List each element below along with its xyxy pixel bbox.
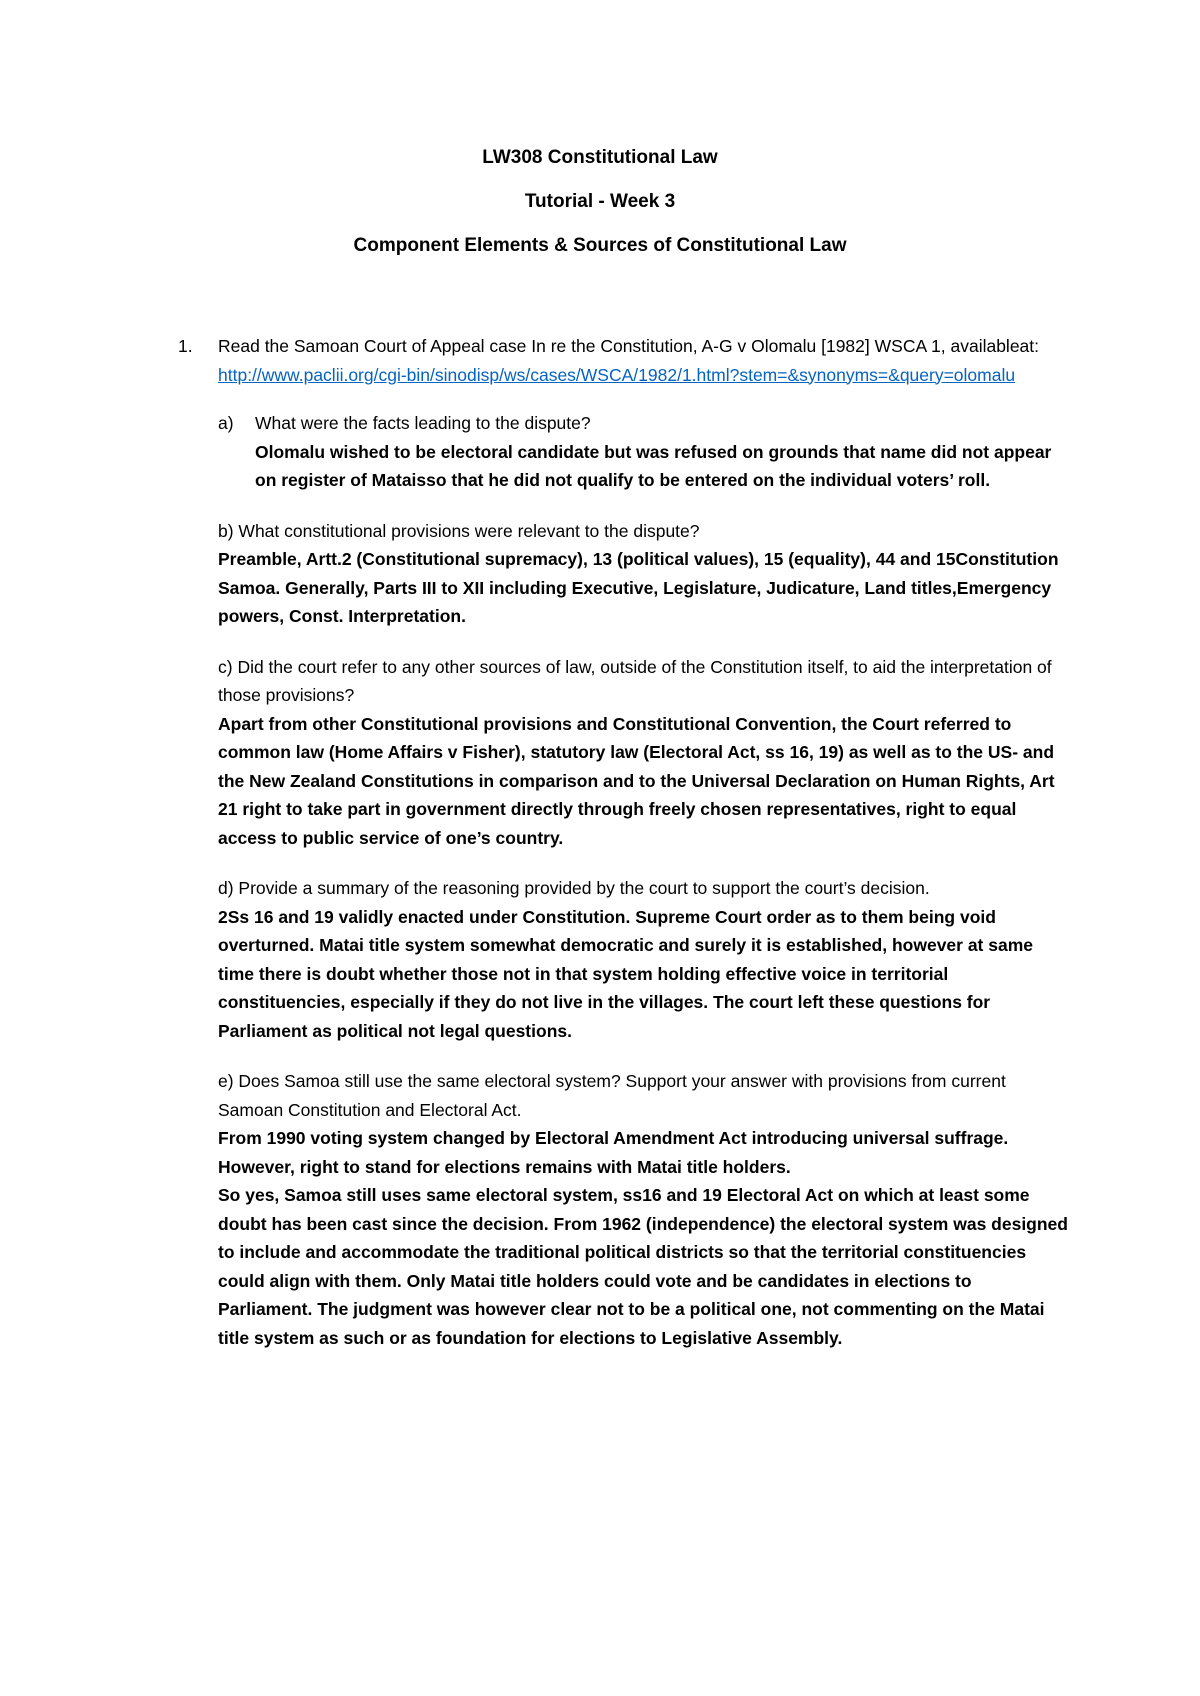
sub-question-e-text: e) Does Samoa still use the same electoral system? Support your answer with provisions from current Samoan Constitution and Electoral Act.: [218, 1071, 1006, 1120]
question-1-text: Read the Samoan Court of Appeal case In re the Constitution, A-G v Olomalu [1982] WSCA 1, availableat:: [218, 336, 1040, 356]
document-header: [0, 146, 1200, 278]
case-link[interactable]: http://www.paclii.org/cgi-bin/sinodisp/ws/cases/WSCA/1982/1.html?stem=&synonyms=&query=olomalu: [218, 364, 1016, 385]
course-title: LW308 Constitutional Law: [482, 147, 718, 168]
topic-title: Component Elements & Sources of Constitutional Law: [353, 235, 847, 256]
sub-question-b: [218, 517, 1068, 631]
sub-question-c-text: c) Did the court refer to any other sources of law, outside of the Constitution itself, to aid the interpretation of those provisions?: [218, 656, 1052, 705]
sub-question-e-answer-1: From 1990 voting system changed by Electoral Amendment Act introducing universal suffrage. However, right to stand for elections remains with Matai title holders.: [218, 1128, 1009, 1177]
question-1: [178, 332, 1068, 389]
sub-question-e-answer-2: So yes, Samoa still uses same electoral system, ss16 and 19 Electoral Act on which at least some doubt has been cast since the decision. From 1962 (independence) the electoral system was designed to include and accommodate the traditional political districts so that the territorial constituencies could align with them. Only Matai title holders could vote and be candidates in elections to Parliament. The judgment was however clear not to be a political one, not commenting on the Matai title system as such or as foundation for elections to Legislative Assembly.: [218, 1185, 1068, 1348]
sub-question-a-marker: a): [218, 413, 234, 433]
sub-question-e: [218, 1067, 1068, 1352]
sub-question-d: [218, 874, 1068, 1045]
sub-question-a-answer: Olomalu wished to be electoral candidate but was refused on grounds that name did not appear on register of Mataisso that he did not qualify to be entered on the individual voters’ roll.: [255, 441, 1052, 490]
sub-question-a-text: What were the facts leading to the dispute?: [255, 413, 591, 433]
sub-question-b-answer: Preamble, Artt.2 (Constitutional supremacy), 13 (political values), 15 (equality), 44 and 15Constitution Samoa. Generally, Parts III to XII including Executive, Legislature, Judicature, Land titles,Emergency powers, Const. Interpretation.: [218, 549, 1059, 626]
tutorial-title: Tutorial - Week 3: [524, 191, 676, 212]
sub-question-b-text: b) What constitutional provisions were relevant to the dispute?: [218, 520, 700, 541]
document-body: [178, 332, 1068, 1352]
question-1-number: 1.: [178, 336, 193, 356]
sub-question-a: [218, 409, 1068, 495]
sub-question-c: [218, 653, 1068, 853]
sub-question-d-answer: 2Ss 16 and 19 validly enacted under Constitution. Supreme Court order as to them being void overturned. Matai title system somewhat democratic and surely it is established, however at same time there is doubt whether those not in that system holding effective voice in territorial constituencies, especially if they do not live in the villages. The court left these questions for Parliament as political not legal questions.: [218, 906, 1034, 1041]
sub-question-d-text: d) Provide a summary of the reasoning provided by the court to support the court’s decision.: [218, 878, 930, 898]
sub-question-c-answer: Apart from other Constitutional provisions and Constitutional Convention, the Court referred to common law (Home Affairs v Fisher), statutory law (Electoral Act, ss 16, 19) as well as to the US- and the New Zealand Constitutions in comparison and to the Universal Declaration on Human Rights, Art 21 right to take part in government directly through freely chosen representatives, right to equal access to public service of one’s country.: [218, 713, 1055, 848]
